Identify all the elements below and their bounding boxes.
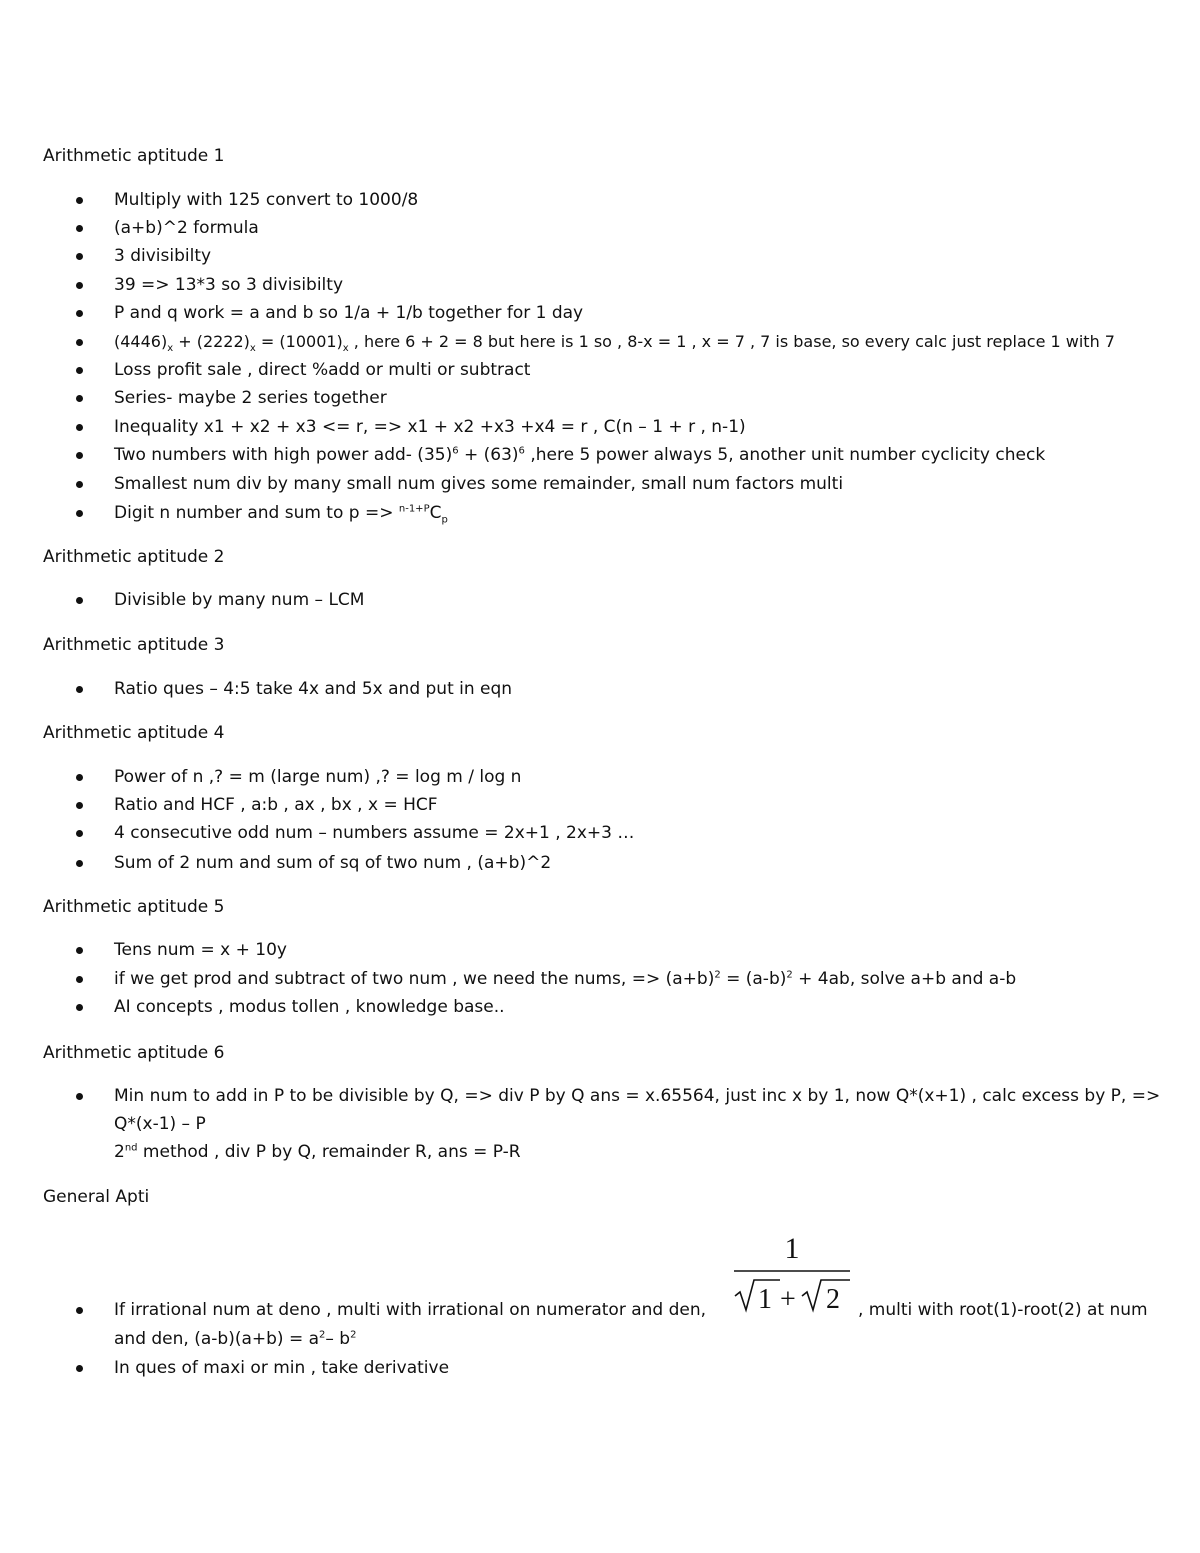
list-item: Ratio ques – 4:5 take 4x and 5x and put in eqn — [114, 675, 1174, 703]
list-item-continuation: 2nd method , div P by Q, remainder R, ans = P-R — [114, 1142, 521, 1162]
list-item-continuation: Q*(x-1) – P — [114, 1114, 206, 1134]
list-item: Divisible by many num – LCM — [114, 586, 1174, 614]
list-item: Two numbers with high power add- $(35)^6 + (63)^6$ ,here 5 power always 5, another unit number cyclicity check — [114, 441, 1174, 469]
bullet-icon — [76, 424, 83, 431]
list-item: 4 consecutive odd num – numbers assume = 2x+1 , 2x+3 … — [114, 819, 1174, 847]
bullet-icon — [76, 802, 83, 809]
list-item: Digit n number and sum to $p => ^{n-1+P}C_p$ — [114, 499, 1174, 527]
bullet-icon — [76, 225, 83, 232]
list-item: If irrational num at deno , multi with irrational on numerator and den, — [114, 1296, 854, 1324]
bullet-icon — [76, 452, 83, 459]
list-item-tail: , multi with root(1)-root(2) at num — [858, 1300, 1148, 1320]
bullet-icon — [76, 197, 83, 204]
bullet-icon — [76, 310, 83, 317]
bullet-icon — [76, 339, 83, 346]
bullet-icon — [76, 1307, 83, 1314]
list-item: $(4446)_x + (2222)_x = (10001)_x$ , here 6 + 2 = 8 but here is 1 so , 8-x = 1 , x = 7 , 7 is base, so every calc just replace 1 with 7 — [114, 328, 1174, 356]
bullet-icon — [76, 774, 83, 781]
section-heading: Arithmetic aptitude 2 — [43, 547, 225, 567]
bullet-icon — [76, 510, 83, 517]
list-item: 39 => 13*3 so 3 divisibilty — [114, 271, 1174, 299]
bullet-icon — [76, 481, 83, 488]
list-item: if we get prod and subtract of two num , we need the nums, => $(a+b)^2 = (a-b)^2 + 4ab$, solve a+b and a-b — [114, 965, 1174, 993]
bullet-icon — [76, 395, 83, 402]
list-item: Ratio and HCF , a:b , ax , bx , x = HCF — [114, 791, 1174, 819]
list-item: Power of n ,? = m (large num) ,? = log m / log n — [114, 763, 1174, 791]
bullet-icon — [76, 947, 83, 954]
bullet-icon — [76, 1365, 83, 1372]
bullet-icon — [76, 367, 83, 374]
bullet-icon — [76, 597, 83, 604]
bullet-icon — [76, 860, 83, 867]
fraction-den-2: 2 — [826, 1284, 840, 1315]
section-heading: Arithmetic aptitude 4 — [43, 723, 225, 743]
fraction-numerator: 1 — [784, 1232, 800, 1265]
section-heading: Arithmetic aptitude 3 — [43, 635, 225, 655]
section-heading: General Apti — [43, 1187, 150, 1207]
list-item: Multiply with 125 convert to 1000/8 — [114, 186, 1174, 214]
bullet-icon — [76, 686, 83, 693]
list-item: Series- maybe 2 series together — [114, 384, 1174, 412]
plus-sign: + — [780, 1284, 796, 1315]
section-heading: Arithmetic aptitude 6 — [43, 1043, 225, 1063]
list-item: (a+b)^2 formula — [114, 214, 1174, 242]
list-item: Tens num = x + 10y — [114, 936, 1174, 964]
list-item: Min num to add in P to be divisible by Q, => div P by Q ans = x.65564, just inc x by 1, now Q*(x+1) , calc excess by P, => — [114, 1082, 1174, 1110]
list-item: 3 divisibilty — [114, 242, 1174, 270]
fraction-den-1: 1 — [758, 1284, 772, 1315]
bullet-icon — [76, 282, 83, 289]
section-heading: Arithmetic aptitude 1 — [43, 146, 225, 166]
list-item: Loss profit sale , direct %add or multi or subtract — [114, 356, 1174, 384]
bullet-icon — [76, 253, 83, 260]
list-item-continuation: and den, $(a-b)(a+b) = a^2-$ $b^2$ — [114, 1329, 357, 1349]
bullet-icon — [76, 1093, 83, 1100]
bullet-icon — [76, 976, 83, 983]
list-item: AI concepts , modus tollen , knowledge base.. — [114, 993, 1174, 1021]
bullet-icon — [76, 1004, 83, 1011]
section-heading: Arithmetic aptitude 5 — [43, 897, 225, 917]
list-item: Smallest num div by many small num gives some remainder, small num factors multi — [114, 470, 1174, 498]
list-item: In ques of maxi or min , take derivative — [114, 1354, 1174, 1382]
list-item: Sum of 2 num and sum of sq of two num , (a+b)^2 — [114, 849, 1174, 877]
list-item: P and q work = a and b so 1/a + 1/b together for 1 day — [114, 299, 1174, 327]
list-item: Inequality x1 + x2 + x3 <= r, => x1 + x2 +x3 +x4 = r , C(n – 1 + r , n-1) — [114, 413, 1174, 441]
bullet-icon — [76, 830, 83, 837]
